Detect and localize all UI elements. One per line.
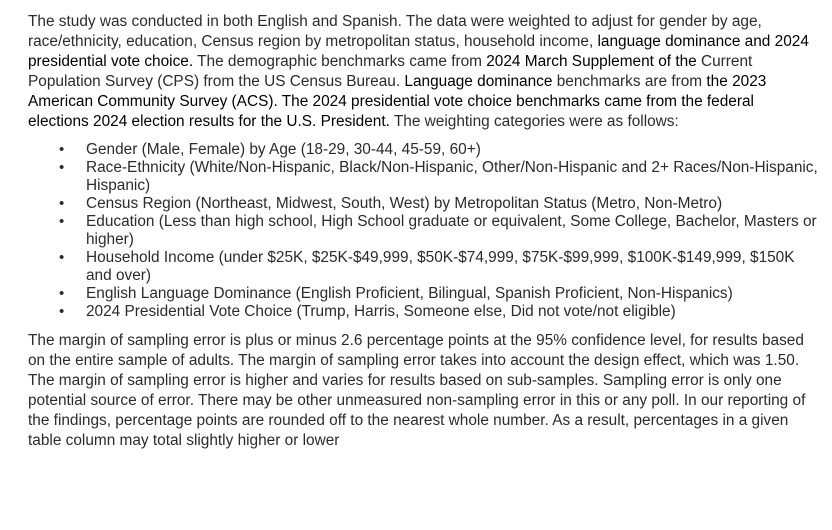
bullet-icon: • bbox=[59, 285, 65, 302]
list-item bbox=[59, 141, 818, 159]
bullet-icon: • bbox=[59, 249, 65, 266]
weighting-categories-list bbox=[28, 141, 818, 321]
intro-text-8: the 2023 American Community Survey (ACS). The 2024 presidential vote choice benchmarks came from the federal elections 2024 election results for the U.S. President. bbox=[28, 73, 767, 130]
list-item-text: 2024 Presidential Vote Choice (Trump, Harris, Someone else, Did not vote/not eligible) bbox=[86, 303, 676, 320]
list-item-text: Household Income (under $25K, $25K-$49,999, $50K-$74,999, $75K-$99,999, $100K-$149,999, $150K and over) bbox=[86, 249, 795, 284]
list-item bbox=[59, 195, 818, 213]
intro-text-9: The weighting categories were as follows: bbox=[389, 113, 679, 130]
list-item bbox=[59, 159, 818, 195]
bullet-icon: • bbox=[59, 213, 65, 230]
list-item bbox=[59, 285, 818, 303]
intro-text-1: The study was conducted in both English and Spanish. The data were weighted to adjust for gender by age, race/ethnicity, education, Census region by metropolitan status, household income, bbox=[28, 13, 762, 50]
list-item-text: English Language Dominance (English Proficient, Bilingual, Spanish Proficient, Non-Hispanics) bbox=[86, 285, 733, 302]
intro-text-6: Language dominance bbox=[404, 73, 553, 90]
list-item-text: Education (Less than high school, High School graduate or equivalent, Some College, Bachelor, Masters or higher) bbox=[86, 213, 817, 248]
bullet-icon: • bbox=[59, 303, 65, 320]
bullet-icon: • bbox=[59, 141, 65, 158]
intro-text-4: 2024 March Supplement of the bbox=[486, 53, 697, 70]
intro-text-3: The demographic benchmarks came from bbox=[193, 53, 487, 70]
methodology-intro-paragraph bbox=[28, 12, 818, 132]
list-item-text: Race-Ethnicity (White/Non-Hispanic, Black/Non-Hispanic, Other/Non-Hispanic and 2+ Races/Non-Hispanic, Hispanic) bbox=[86, 159, 818, 194]
intro-text-2: language dominance and 2024 presidential vote choice. bbox=[28, 33, 809, 70]
list-item-text: Gender (Male, Female) by Age (18-29, 30-44, 45-59, 60+) bbox=[86, 141, 481, 158]
list-item bbox=[59, 213, 818, 249]
margin-of-error-paragraph: The margin of sampling error is plus or minus 2.6 percentage points at the 95% confidence level, for results based on the entire sample of adults. The margin of sampling error takes into account the design effect, which was 1.50. The margin of sampling error is higher and varies for results based on sub-samples. Sampling error is only one potential source of error. There may be other unmeasured non-sampling error in this or any poll. In our reporting of the findings, percentage points are rounded off to the nearest whole number. As a result, percentages in a given table column may total slightly higher or lower bbox=[28, 332, 806, 449]
list-item bbox=[59, 249, 818, 285]
bullet-icon: • bbox=[59, 159, 65, 176]
list-item-text: Census Region (Northeast, Midwest, South, West) by Metropolitan Status (Metro, Non-Metro) bbox=[86, 195, 723, 212]
intro-text-5: Current Population Survey (CPS) from the US Census Bureau. bbox=[28, 53, 753, 90]
intro-text-7: benchmarks are from bbox=[552, 73, 707, 90]
list-item bbox=[59, 303, 818, 321]
bullet-icon: • bbox=[59, 195, 65, 212]
